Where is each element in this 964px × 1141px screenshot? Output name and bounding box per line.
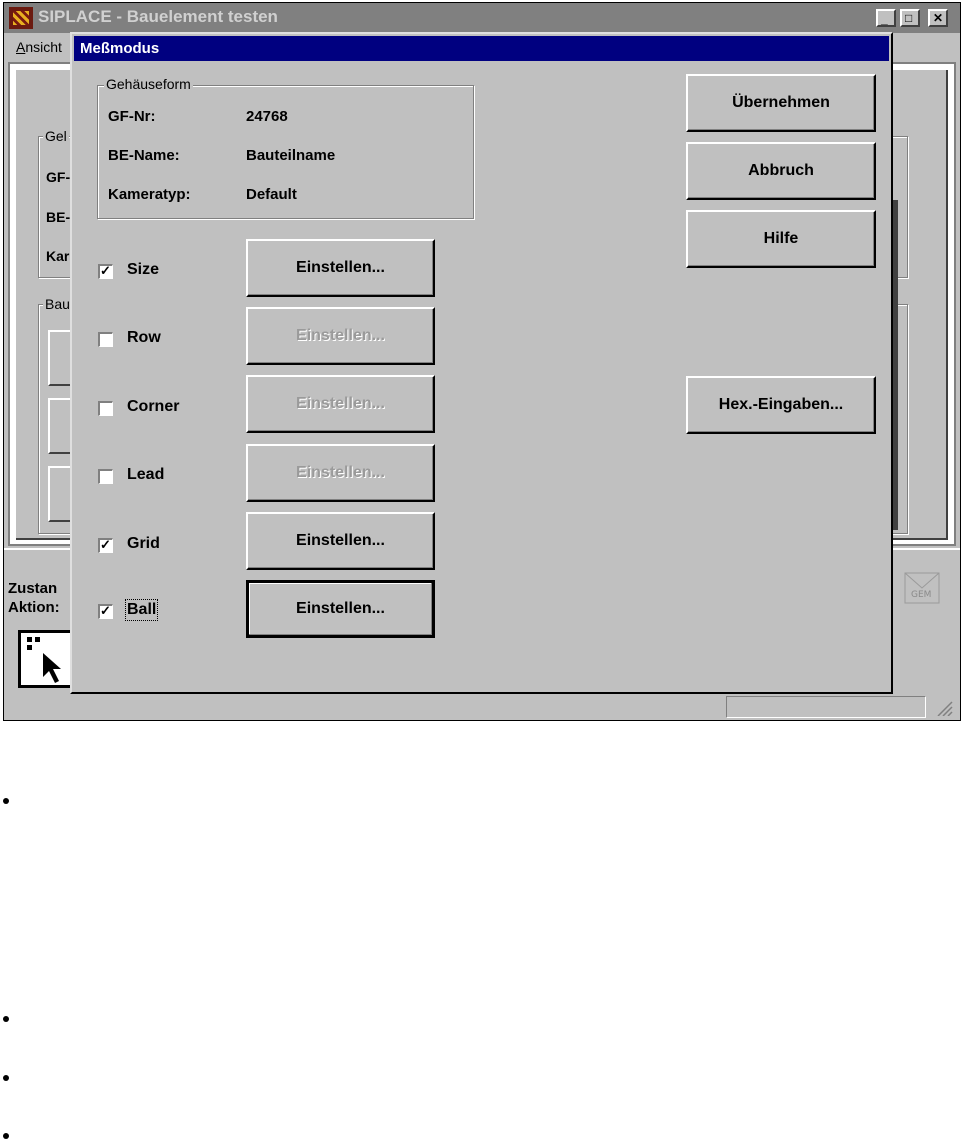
bg-field-kamera: Kar bbox=[46, 248, 70, 264]
gf-nr-value: 24768 bbox=[246, 108, 288, 125]
kameratyp-label: Kameratyp: bbox=[108, 186, 191, 203]
gem-mail-icon[interactable] bbox=[904, 572, 940, 606]
check-icon: ✓ bbox=[100, 603, 111, 618]
dialog-titlebar[interactable] bbox=[74, 36, 889, 61]
ball-label[interactable]: Ball bbox=[127, 601, 157, 618]
close-icon: ✕ bbox=[933, 11, 944, 25]
minimize-button[interactable] bbox=[876, 9, 896, 27]
be-name-value: Bauteilname bbox=[246, 147, 336, 164]
menu-ansicht-mnemonic: A bbox=[16, 39, 26, 55]
select-cursor-icon bbox=[21, 633, 73, 685]
corner-label[interactable]: Corner bbox=[127, 398, 180, 415]
messmodus-dialog bbox=[70, 32, 893, 694]
hilfe-button[interactable]: Hilfe bbox=[686, 210, 876, 268]
statusbar-field bbox=[726, 696, 926, 718]
be-name-label: BE-Name: bbox=[108, 147, 180, 164]
gem-label: GEM bbox=[911, 590, 932, 600]
row-checkbox[interactable] bbox=[98, 332, 113, 347]
grid-einstellen-button[interactable]: Einstellen... bbox=[246, 512, 435, 570]
lead-checkbox[interactable] bbox=[98, 469, 113, 484]
menu-ansicht[interactable] bbox=[16, 39, 62, 55]
grid-checkbox[interactable] bbox=[98, 538, 113, 553]
select-tool-button[interactable] bbox=[18, 630, 76, 688]
bg-field-gf: GF- bbox=[46, 169, 71, 185]
row-einstellen-button[interactable]: Einstellen... bbox=[246, 307, 435, 365]
lead-label[interactable]: Lead bbox=[127, 466, 165, 483]
abbruch-button[interactable]: Abbruch bbox=[686, 142, 876, 200]
maximize-icon: □ bbox=[905, 11, 913, 25]
resize-grip-icon[interactable] bbox=[934, 698, 954, 716]
aktion-label: Aktion: bbox=[8, 599, 60, 616]
corner-checkbox[interactable] bbox=[98, 401, 113, 416]
list-item-bullet bbox=[3, 1133, 9, 1139]
size-checkbox[interactable] bbox=[98, 264, 113, 279]
dialog-title: Meßmodus bbox=[80, 40, 160, 57]
check-icon: ✓ bbox=[100, 537, 111, 552]
gehaeuseform-group-label: Gehäuseform bbox=[106, 76, 191, 92]
zustand-label: Zustan bbox=[8, 580, 58, 597]
gf-nr-label: GF-Nr: bbox=[108, 108, 156, 125]
hex-eingaben-button[interactable]: Hex.-Eingaben... bbox=[686, 376, 876, 434]
check-icon: ✓ bbox=[100, 263, 111, 278]
list-item-bullet bbox=[3, 798, 9, 804]
main-window-title: SIPLACE - Bauelement testen bbox=[38, 7, 278, 26]
siplace-app-icon[interactable] bbox=[9, 7, 33, 29]
size-label[interactable]: Size bbox=[127, 261, 160, 278]
close-button[interactable] bbox=[928, 9, 948, 27]
lead-einstellen-button[interactable]: Einstellen... bbox=[246, 444, 435, 502]
corner-einstellen-button[interactable]: Einstellen... bbox=[246, 375, 435, 433]
minimize-icon: _ bbox=[881, 12, 888, 26]
menu-ansicht-label: nsicht bbox=[25, 39, 62, 55]
grid-label[interactable]: Grid bbox=[127, 535, 160, 552]
main-titlebar[interactable] bbox=[4, 3, 960, 33]
maximize-button[interactable] bbox=[900, 9, 920, 27]
ball-checkbox[interactable] bbox=[98, 604, 113, 619]
size-einstellen-button[interactable]: Einstellen... bbox=[246, 239, 435, 297]
list-item-bullet bbox=[3, 1075, 9, 1081]
bg-field-be: BE- bbox=[46, 209, 71, 225]
ball-einstellen-button[interactable]: Einstellen... bbox=[246, 580, 435, 638]
row-label[interactable]: Row bbox=[127, 329, 161, 346]
kameratyp-value: Default bbox=[246, 186, 297, 203]
bg-bauteil-group-label: Bau bbox=[45, 296, 70, 312]
bg-gehaeuse-group-label: Gel bbox=[45, 128, 67, 144]
list-item-bullet bbox=[3, 1016, 9, 1022]
uebernehmen-button[interactable]: Übernehmen bbox=[686, 74, 876, 132]
